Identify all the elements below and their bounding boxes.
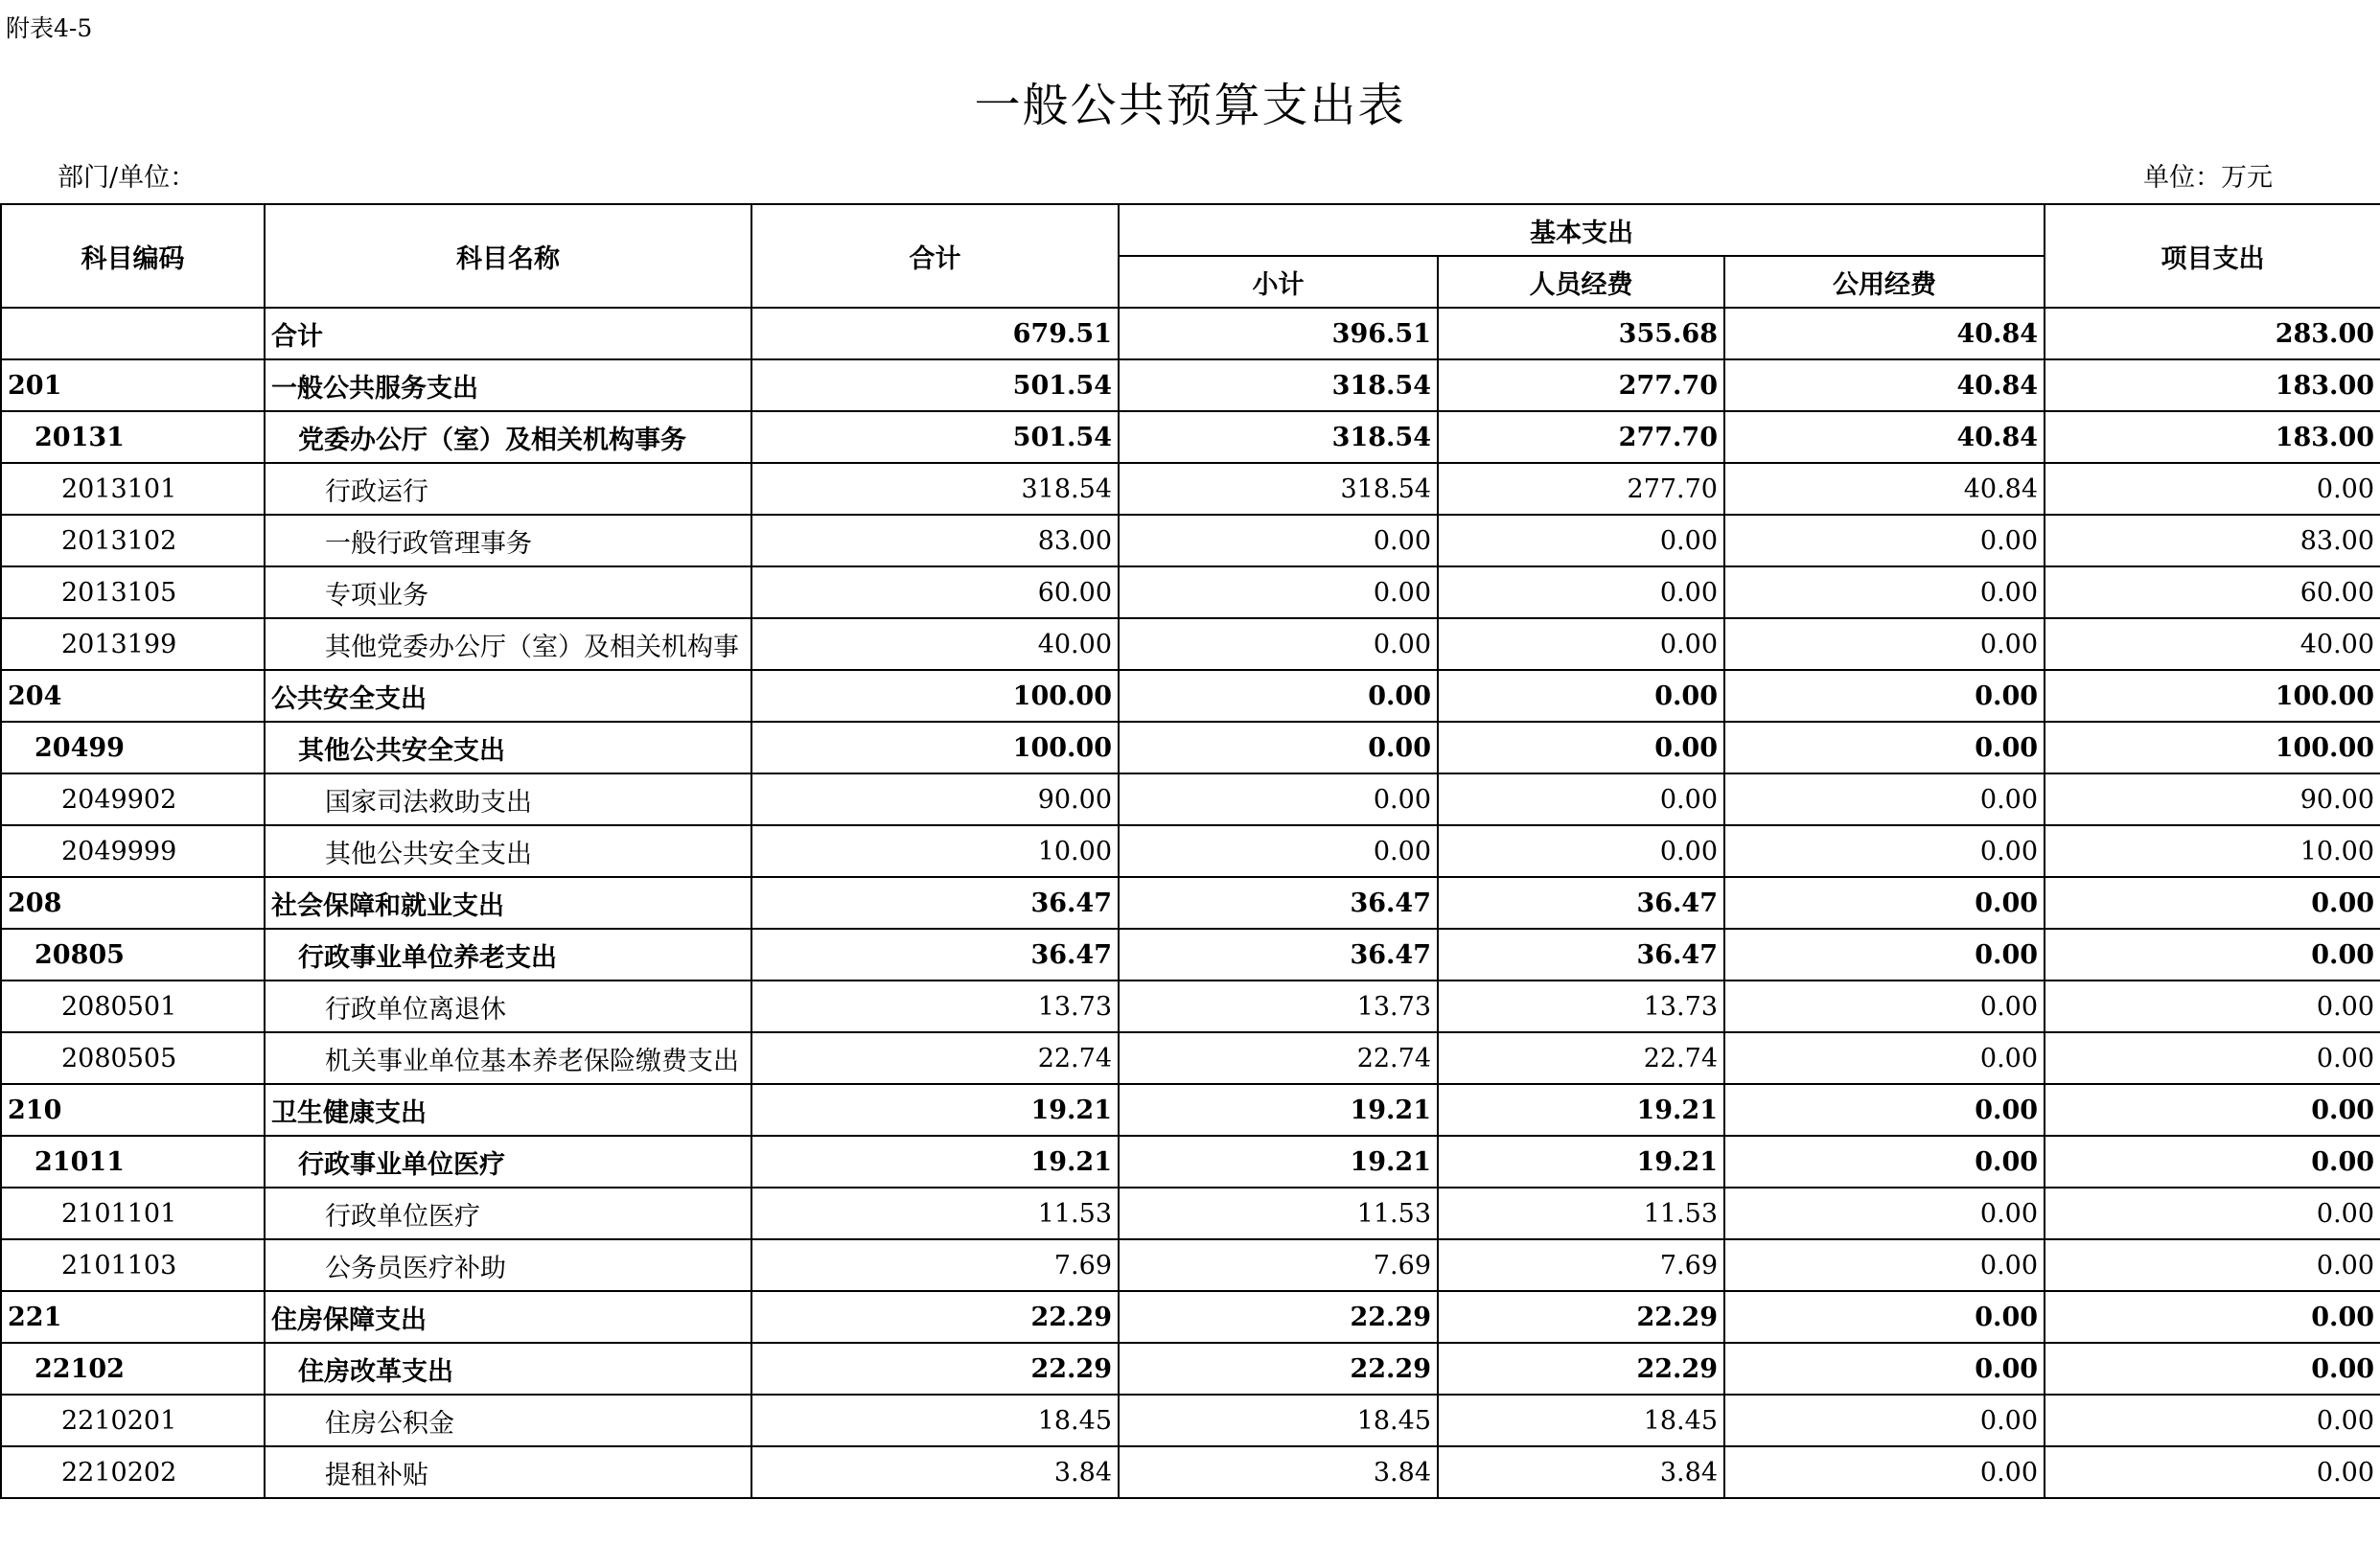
cell-total: 36.47 [751, 877, 1119, 929]
table-row [1, 722, 2380, 773]
cell-personnel: 0.00 [1438, 618, 1724, 670]
cell-code: 20131 [1, 411, 265, 463]
cell-public: 0.00 [1724, 1084, 2045, 1136]
cell-personnel: 277.70 [1438, 359, 1724, 411]
cell-personnel: 0.00 [1438, 773, 1724, 825]
cell-name: 其他公共安全支出 [265, 722, 751, 773]
cell-project: 0.00 [2045, 1395, 2380, 1446]
cell-public: 0.00 [1724, 773, 2045, 825]
cell-name: 社会保障和就业支出 [265, 877, 751, 929]
cell-total: 318.54 [751, 463, 1119, 515]
cell-name: 行政运行 [265, 463, 751, 515]
header-personnel: 人员经费 [1438, 256, 1724, 308]
cell-subtotal: 3.84 [1119, 1446, 1438, 1498]
cell-code: 2049902 [1, 773, 265, 825]
cell-public: 0.00 [1724, 670, 2045, 722]
header-subtotal: 小计 [1119, 256, 1438, 308]
cell-subtotal: 0.00 [1119, 825, 1438, 877]
cell-subtotal: 318.54 [1119, 411, 1438, 463]
cell-personnel: 277.70 [1438, 411, 1724, 463]
table-row [1, 618, 2380, 670]
cell-total: 679.51 [751, 308, 1119, 359]
cell-personnel: 36.47 [1438, 877, 1724, 929]
table-row [1, 670, 2380, 722]
cell-total: 11.53 [751, 1188, 1119, 1239]
cell-public: 0.00 [1724, 981, 2045, 1032]
cell-project: 60.00 [2045, 566, 2380, 618]
cell-code: 2049999 [1, 825, 265, 877]
cell-total: 60.00 [751, 566, 1119, 618]
cell-name: 合计 [265, 308, 751, 359]
cell-public: 0.00 [1724, 877, 2045, 929]
cell-subtotal: 22.29 [1119, 1343, 1438, 1395]
cell-personnel: 19.21 [1438, 1136, 1724, 1188]
cell-name: 一般公共服务支出 [265, 359, 751, 411]
cell-total: 7.69 [751, 1239, 1119, 1291]
cell-code: 2080501 [1, 981, 265, 1032]
cell-project: 100.00 [2045, 670, 2380, 722]
cell-project: 0.00 [2045, 1084, 2380, 1136]
cell-public: 0.00 [1724, 825, 2045, 877]
cell-code: 201 [1, 359, 265, 411]
header-project: 项目支出 [2045, 204, 2380, 308]
cell-public: 0.00 [1724, 515, 2045, 566]
cell-public: 0.00 [1724, 1395, 2045, 1446]
cell-personnel: 19.21 [1438, 1084, 1724, 1136]
cell-personnel: 18.45 [1438, 1395, 1724, 1446]
cell-personnel: 355.68 [1438, 308, 1724, 359]
cell-subtotal: 19.21 [1119, 1136, 1438, 1188]
cell-project: 0.00 [2045, 1446, 2380, 1498]
cell-total: 36.47 [751, 929, 1119, 981]
cell-public: 0.00 [1724, 1188, 2045, 1239]
cell-code: 2013102 [1, 515, 265, 566]
cell-public: 0.00 [1724, 1239, 2045, 1291]
cell-personnel: 22.29 [1438, 1291, 1724, 1343]
cell-public: 0.00 [1724, 1291, 2045, 1343]
cell-project: 0.00 [2045, 1188, 2380, 1239]
cell-public: 0.00 [1724, 929, 2045, 981]
cell-project: 40.00 [2045, 618, 2380, 670]
cell-personnel: 13.73 [1438, 981, 1724, 1032]
cell-total: 100.00 [751, 722, 1119, 773]
table-row [1, 463, 2380, 515]
cell-code: 221 [1, 1291, 265, 1343]
cell-name: 公务员医疗补助 [265, 1239, 751, 1291]
cell-personnel: 7.69 [1438, 1239, 1724, 1291]
header-name: 科目名称 [265, 204, 751, 308]
cell-subtotal: 0.00 [1119, 515, 1438, 566]
cell-code: 20805 [1, 929, 265, 981]
cell-total: 100.00 [751, 670, 1119, 722]
cell-public: 0.00 [1724, 1032, 2045, 1084]
cell-project: 0.00 [2045, 1136, 2380, 1188]
cell-total: 83.00 [751, 515, 1119, 566]
table-row [1, 1239, 2380, 1291]
cell-personnel: 0.00 [1438, 566, 1724, 618]
cell-name: 行政事业单位医疗 [265, 1136, 751, 1188]
cell-name: 提租补贴 [265, 1446, 751, 1498]
cell-subtotal: 13.73 [1119, 981, 1438, 1032]
page-title: 一般公共预算支出表 [974, 79, 1406, 132]
cell-name: 一般行政管理事务 [265, 515, 751, 566]
cell-subtotal: 36.47 [1119, 929, 1438, 981]
cell-name: 住房改革支出 [265, 1343, 751, 1395]
cell-project: 183.00 [2045, 411, 2380, 463]
cell-project: 0.00 [2045, 1343, 2380, 1395]
cell-subtotal: 0.00 [1119, 618, 1438, 670]
cell-public: 0.00 [1724, 566, 2045, 618]
cell-public: 0.00 [1724, 722, 2045, 773]
table-row [1, 1188, 2380, 1239]
cell-code: 21011 [1, 1136, 265, 1188]
cell-code: 22102 [1, 1343, 265, 1395]
cell-public: 0.00 [1724, 1446, 2045, 1498]
cell-personnel: 22.74 [1438, 1032, 1724, 1084]
cell-code: 2101101 [1, 1188, 265, 1239]
cell-subtotal: 22.74 [1119, 1032, 1438, 1084]
cell-project: 0.00 [2045, 877, 2380, 929]
table-row [1, 566, 2380, 618]
budget-table [0, 203, 2380, 1499]
cell-total: 19.21 [751, 1136, 1119, 1188]
cell-personnel: 11.53 [1438, 1188, 1724, 1239]
cell-name: 机关事业单位基本养老保险缴费支出 [265, 1032, 751, 1084]
cell-public: 40.84 [1724, 411, 2045, 463]
cell-personnel: 0.00 [1438, 825, 1724, 877]
cell-project: 0.00 [2045, 463, 2380, 515]
cell-name: 行政单位医疗 [265, 1188, 751, 1239]
cell-subtotal: 318.54 [1119, 463, 1438, 515]
cell-subtotal: 19.21 [1119, 1084, 1438, 1136]
cell-subtotal: 18.45 [1119, 1395, 1438, 1446]
cell-code: 2210202 [1, 1446, 265, 1498]
cell-project: 283.00 [2045, 308, 2380, 359]
cell-project: 0.00 [2045, 929, 2380, 981]
cell-personnel: 277.70 [1438, 463, 1724, 515]
cell-project: 0.00 [2045, 1032, 2380, 1084]
cell-project: 183.00 [2045, 359, 2380, 411]
cell-name: 专项业务 [265, 566, 751, 618]
header-public: 公用经费 [1724, 256, 2045, 308]
cell-name: 行政单位离退休 [265, 981, 751, 1032]
cell-code [1, 308, 265, 359]
table-row [1, 877, 2380, 929]
cell-personnel: 3.84 [1438, 1446, 1724, 1498]
table-row [1, 359, 2380, 411]
header-code: 科目编码 [1, 204, 265, 308]
cell-subtotal: 0.00 [1119, 566, 1438, 618]
table-row [1, 1136, 2380, 1188]
cell-name: 国家司法救助支出 [265, 773, 751, 825]
cell-personnel: 36.47 [1438, 929, 1724, 981]
appendix-label: 附表4-5 [6, 14, 93, 42]
cell-total: 13.73 [751, 981, 1119, 1032]
cell-personnel: 22.29 [1438, 1343, 1724, 1395]
table-body [1, 308, 2380, 1498]
cell-total: 18.45 [751, 1395, 1119, 1446]
header-basic: 基本支出 [1119, 204, 2045, 256]
cell-subtotal: 0.00 [1119, 670, 1438, 722]
cell-subtotal: 0.00 [1119, 722, 1438, 773]
cell-code: 2080505 [1, 1032, 265, 1084]
table-row [1, 515, 2380, 566]
cell-public: 40.84 [1724, 359, 2045, 411]
cell-subtotal: 11.53 [1119, 1188, 1438, 1239]
cell-project: 0.00 [2045, 981, 2380, 1032]
cell-public: 0.00 [1724, 1136, 2045, 1188]
cell-name: 其他党委办公厅（室）及相关机构事 [265, 618, 751, 670]
cell-subtotal: 7.69 [1119, 1239, 1438, 1291]
cell-code: 2013101 [1, 463, 265, 515]
cell-subtotal: 396.51 [1119, 308, 1438, 359]
cell-public: 40.84 [1724, 308, 2045, 359]
cell-project: 0.00 [2045, 1239, 2380, 1291]
cell-code: 20499 [1, 722, 265, 773]
cell-name: 住房公积金 [265, 1395, 751, 1446]
cell-project: 83.00 [2045, 515, 2380, 566]
cell-total: 3.84 [751, 1446, 1119, 1498]
cell-code: 2013199 [1, 618, 265, 670]
table-row [1, 308, 2380, 359]
cell-code: 2013105 [1, 566, 265, 618]
cell-subtotal: 0.00 [1119, 773, 1438, 825]
header-total: 合计 [751, 204, 1119, 308]
cell-personnel: 0.00 [1438, 722, 1724, 773]
cell-total: 501.54 [751, 359, 1119, 411]
cell-name: 党委办公厅（室）及相关机构事务 [265, 411, 751, 463]
table-row [1, 1291, 2380, 1343]
cell-name: 其他公共安全支出 [265, 825, 751, 877]
cell-personnel: 0.00 [1438, 515, 1724, 566]
cell-total: 22.74 [751, 1032, 1119, 1084]
table-row [1, 825, 2380, 877]
cell-total: 22.29 [751, 1343, 1119, 1395]
cell-total: 40.00 [751, 618, 1119, 670]
cell-project: 90.00 [2045, 773, 2380, 825]
cell-project: 100.00 [2045, 722, 2380, 773]
cell-subtotal: 22.29 [1119, 1291, 1438, 1343]
cell-subtotal: 36.47 [1119, 877, 1438, 929]
cell-code: 2210201 [1, 1395, 265, 1446]
cell-personnel: 0.00 [1438, 670, 1724, 722]
cell-name: 卫生健康支出 [265, 1084, 751, 1136]
cell-name: 行政事业单位养老支出 [265, 929, 751, 981]
department-label: 部门/单位： [58, 163, 196, 193]
cell-code: 2101103 [1, 1239, 265, 1291]
unit-label: 单位：万元 [2143, 163, 2273, 193]
table-row [1, 773, 2380, 825]
cell-project: 0.00 [2045, 1291, 2380, 1343]
cell-project: 10.00 [2045, 825, 2380, 877]
table-header [1, 204, 2380, 308]
cell-total: 19.21 [751, 1084, 1119, 1136]
table-row [1, 411, 2380, 463]
table-row [1, 1395, 2380, 1446]
cell-name: 住房保障支出 [265, 1291, 751, 1343]
cell-public: 0.00 [1724, 618, 2045, 670]
cell-total: 501.54 [751, 411, 1119, 463]
cell-subtotal: 318.54 [1119, 359, 1438, 411]
table-row [1, 1446, 2380, 1498]
cell-name: 公共安全支出 [265, 670, 751, 722]
cell-public: 40.84 [1724, 463, 2045, 515]
cell-total: 90.00 [751, 773, 1119, 825]
cell-code: 204 [1, 670, 265, 722]
table-row [1, 1343, 2380, 1395]
cell-total: 22.29 [751, 1291, 1119, 1343]
table-row [1, 1084, 2380, 1136]
cell-total: 10.00 [751, 825, 1119, 877]
table-row [1, 1032, 2380, 1084]
table-row [1, 929, 2380, 981]
cell-code: 210 [1, 1084, 265, 1136]
cell-code: 208 [1, 877, 265, 929]
table-row [1, 981, 2380, 1032]
cell-public: 0.00 [1724, 1343, 2045, 1395]
